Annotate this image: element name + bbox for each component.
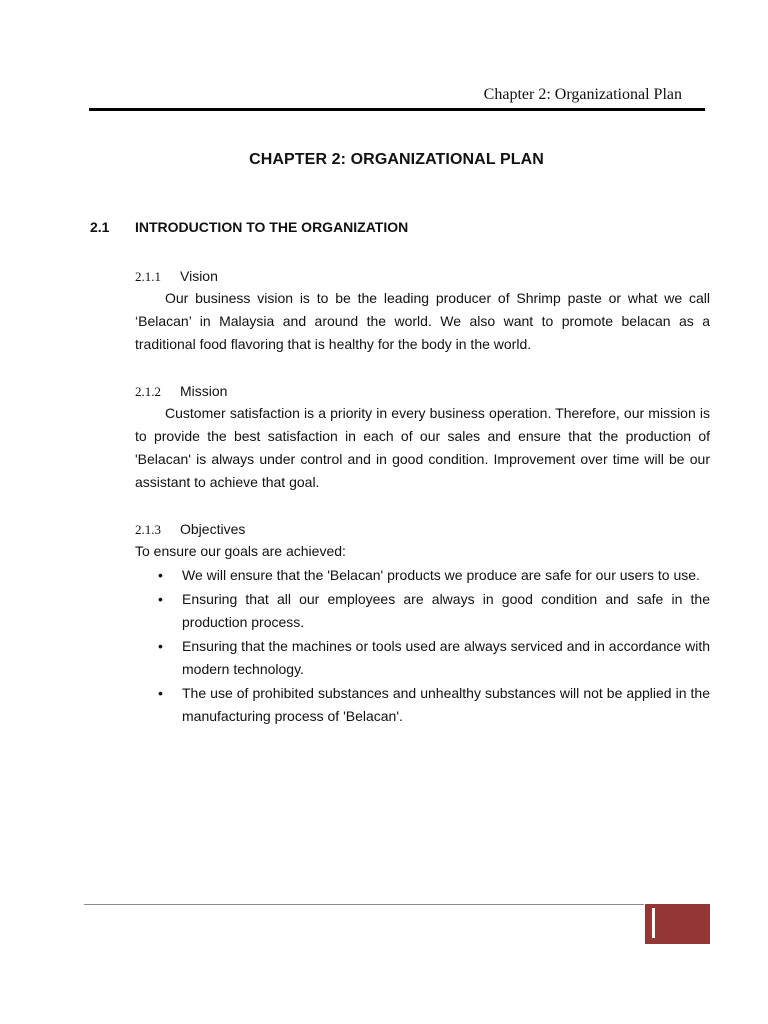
list-item-text: The use of prohibited substances and unhealthy substances will not be applied in the manufacturing process of 'Belacan'. (182, 685, 710, 724)
footer-accent-notch (652, 908, 655, 938)
list-item (158, 588, 710, 634)
section-title: INTRODUCTION TO THE ORGANIZATION (135, 219, 409, 235)
vision-title: Vision (180, 268, 218, 284)
mission-title: Mission (180, 383, 228, 399)
bullet-icon: • (158, 591, 163, 607)
mission-body: Customer satisfaction is a priority in every business operation. Therefore, our mission is to provide the best satisfaction in each of our sales and ensure that the production of 'Belacan' is always under control and in good condition. Improvement over time will be our assistant to achieve that goal. (135, 405, 710, 490)
list-item (158, 564, 710, 587)
header-rule (89, 108, 705, 111)
footer-rule (84, 904, 644, 905)
objectives-intro: To ensure our goals are achieved: (135, 543, 346, 559)
vision-heading (135, 268, 218, 285)
objectives-number: 2.1.3 (135, 522, 161, 537)
mission-heading (135, 383, 227, 400)
list-item-text: We will ensure that the 'Belacan' products we produce are safe for our users to use. (182, 567, 700, 583)
section-number: 2.1 (90, 219, 110, 235)
objectives-heading (135, 521, 245, 538)
bullet-icon: • (158, 567, 163, 583)
bullet-icon: • (158, 638, 163, 654)
list-item-text: Ensuring that the machines or tools used are always serviced and in accordance with modern technology. (182, 638, 710, 677)
objectives-title: Objectives (180, 521, 246, 537)
running-header: Chapter 2: Organizational Plan (483, 86, 682, 103)
list-item (158, 635, 710, 681)
objectives-list (158, 564, 710, 729)
list-item-text: Ensuring that all our employees are always in good condition and safe in the production process. (182, 591, 710, 630)
list-item (158, 682, 710, 728)
bullet-icon: • (158, 685, 163, 701)
vision-body: Our business vision is to be the leading producer of Shrimp paste or what we call ‘Belacan’ in Malaysia and around the world. We also want to promote belacan as a traditional food flavoring that is healthy for the body in the world. (135, 290, 710, 352)
section-heading (90, 219, 408, 235)
vision-number: 2.1.1 (135, 269, 161, 284)
chapter-title: CHAPTER 2: ORGANIZATIONAL PLAN (249, 151, 544, 168)
mission-number: 2.1.2 (135, 384, 161, 399)
